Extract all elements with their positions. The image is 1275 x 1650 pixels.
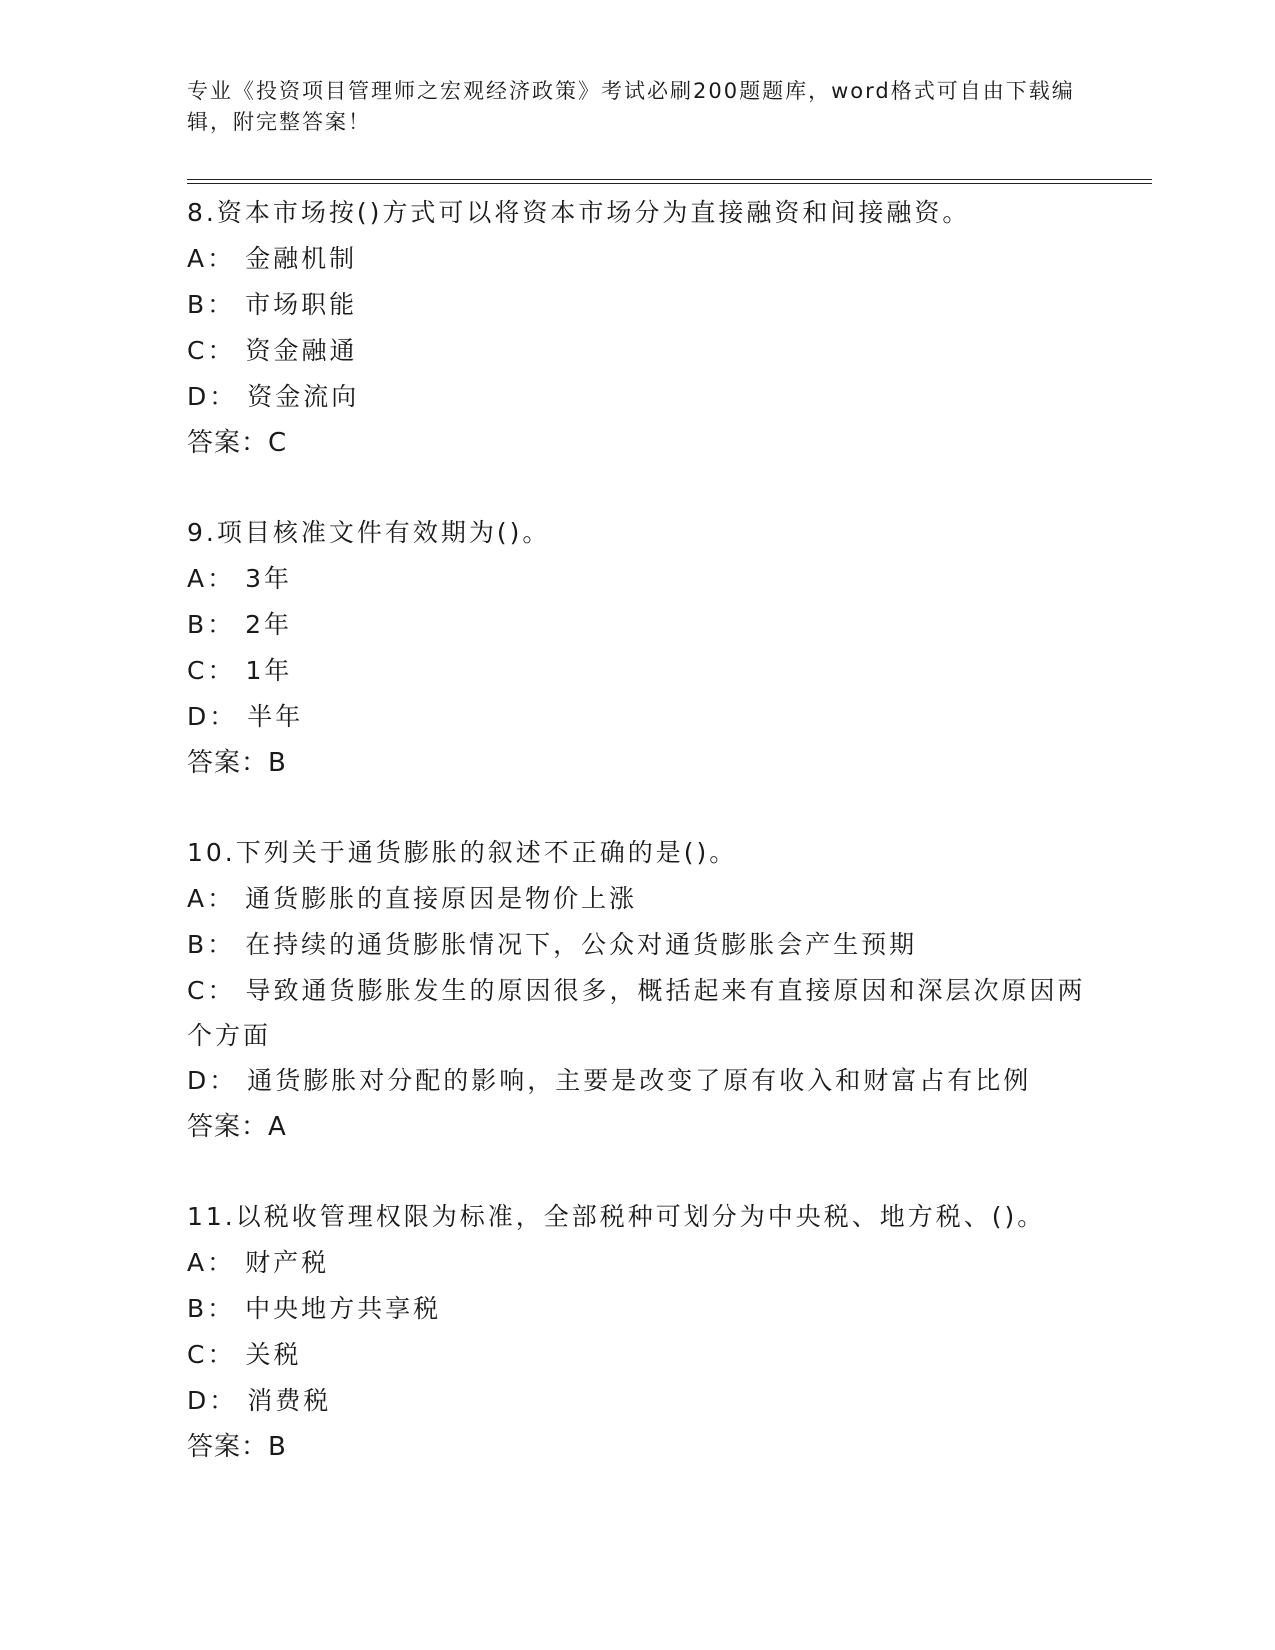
option-b — [187, 602, 1087, 648]
option-letter: A： — [187, 244, 236, 273]
option-a — [187, 556, 1087, 602]
option-letter: C： — [187, 976, 236, 1005]
question-stem: 8.资本市场按()方式可以将资本市场分为直接融资和间接融资。 — [187, 198, 971, 227]
question-11 — [187, 1194, 1087, 1470]
option-letter: A： — [187, 564, 236, 593]
option-b — [187, 282, 1087, 328]
option-text: 1年 — [245, 656, 293, 685]
option-letter: A： — [187, 1248, 236, 1277]
document-header: 专业《投资项目管理师之宏观经济政策》考试必刷200题题库，word格式可自由下载编辑，附完整答案！ — [187, 79, 1075, 134]
option-letter: B： — [187, 1294, 236, 1323]
option-letter: A： — [187, 884, 236, 913]
header-divider-bottom — [187, 183, 1152, 184]
option-b — [187, 1286, 1087, 1332]
question-list — [187, 190, 1087, 1514]
option-text: 通货膨胀的直接原因是物价上涨 — [245, 884, 638, 913]
option-text: 财产税 — [245, 1248, 330, 1277]
option-text: 3年 — [245, 564, 293, 593]
option-a — [187, 236, 1087, 282]
option-c — [187, 328, 1087, 374]
option-d — [187, 694, 1087, 740]
question-stem: 11.以税收管理权限为标准，全部税种可划分为中央税、地方税、()。 — [187, 1202, 1046, 1231]
option-c — [187, 1332, 1087, 1378]
option-d — [187, 1378, 1087, 1424]
option-letter: C： — [187, 336, 236, 365]
option-text: 中央地方共享税 — [245, 1294, 442, 1323]
answer-line: 答案：B — [187, 1432, 287, 1462]
option-a — [187, 876, 1087, 922]
option-text: 市场职能 — [245, 290, 358, 319]
answer-line: 答案：A — [187, 1112, 287, 1142]
option-letter: D： — [187, 382, 238, 411]
question-8 — [187, 190, 1087, 466]
answer-line: 答案：C — [187, 428, 288, 458]
option-text: 金融机制 — [245, 244, 358, 273]
option-letter: B： — [187, 290, 236, 319]
question-stem: 10.下列关于通货膨胀的叙述不正确的是()。 — [187, 838, 738, 867]
option-text: 半年 — [247, 702, 304, 731]
option-letter: D： — [187, 1066, 238, 1095]
answer-line: 答案：B — [187, 748, 287, 778]
option-d — [187, 374, 1087, 420]
option-text: 资金融通 — [245, 336, 358, 365]
option-d — [187, 1058, 1087, 1104]
question-10 — [187, 830, 1087, 1150]
question-9 — [187, 510, 1087, 786]
option-letter: B： — [187, 610, 236, 639]
option-letter: D： — [187, 1386, 238, 1415]
option-text: 通货膨胀对分配的影响，主要是改变了原有收入和财富占有比例 — [247, 1066, 1032, 1095]
option-text: 关税 — [245, 1340, 302, 1369]
option-c — [187, 968, 1087, 1058]
header-divider-top — [187, 179, 1152, 180]
option-letter: D： — [187, 702, 238, 731]
option-a — [187, 1240, 1087, 1286]
option-text: 消费税 — [247, 1386, 332, 1415]
option-letter: C： — [187, 1340, 236, 1369]
option-text: 导致通货膨胀发生的原因很多，概括起来有直接原因和深层次原因两个方面 — [187, 976, 1086, 1050]
option-b — [187, 922, 1087, 968]
option-text: 2年 — [245, 610, 293, 639]
option-text: 在持续的通货膨胀情况下，公众对通货膨胀会产生预期 — [245, 930, 918, 959]
option-letter: C： — [187, 656, 236, 685]
option-c — [187, 648, 1087, 694]
option-text: 资金流向 — [247, 382, 360, 411]
question-stem: 9.项目核准文件有效期为()。 — [187, 518, 551, 547]
option-letter: B： — [187, 930, 236, 959]
